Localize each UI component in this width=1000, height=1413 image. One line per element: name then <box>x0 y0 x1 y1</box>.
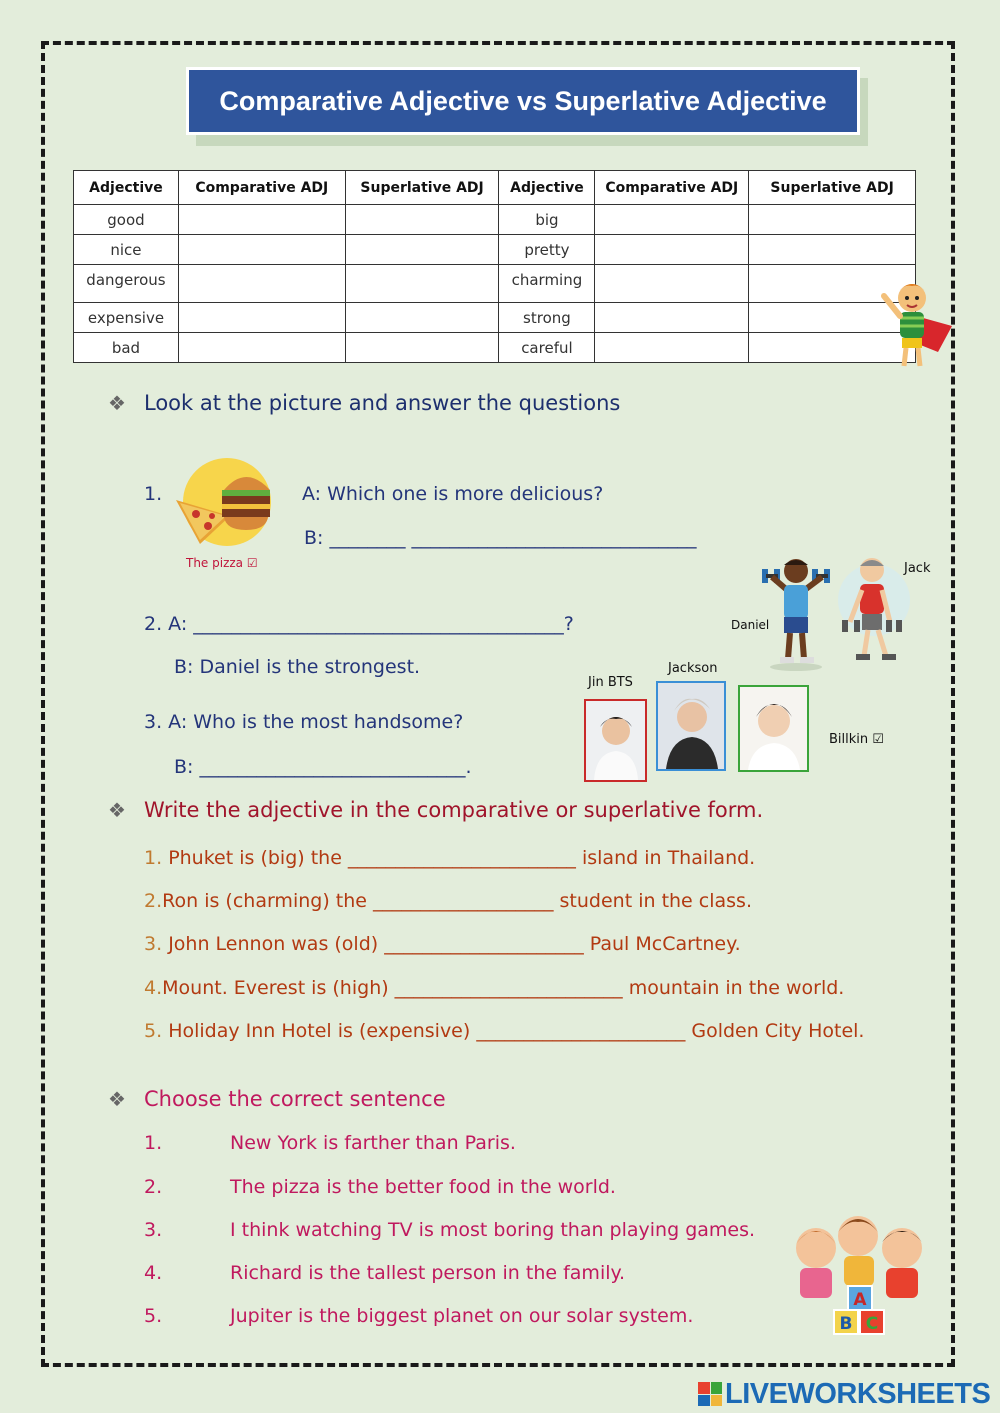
answer-cell[interactable] <box>595 205 749 235</box>
adjective-cell: charming <box>499 265 595 303</box>
section-heading-text: Write the adjective in the comparative or superlative form. <box>144 798 764 822</box>
answer-cell[interactable] <box>595 303 749 333</box>
table-row <box>74 205 916 235</box>
answer-cell[interactable] <box>178 265 345 303</box>
item-number: 4. <box>144 977 163 999</box>
answer-cell[interactable] <box>345 205 499 235</box>
table-header: Superlative ADJ <box>345 171 499 205</box>
item-number: 5. <box>144 1020 163 1042</box>
section-heading-choose <box>108 1087 446 1111</box>
person-icon <box>586 701 645 780</box>
jin-bts-photo <box>584 699 647 782</box>
logo-text: LIVEWORKSHEETS <box>725 1377 991 1410</box>
item-number: 5. <box>144 1305 163 1327</box>
question2-a-answer-line[interactable]: 2. A: _______________________________________? <box>144 613 574 635</box>
item-number: 3. <box>144 1219 163 1241</box>
answer-cell[interactable] <box>595 265 749 303</box>
answer-cell[interactable] <box>595 235 749 265</box>
adjective-cell: bad <box>74 333 179 363</box>
svg-text:C: C <box>865 1314 879 1334</box>
section-heading-text: Look at the picture and answer the questions <box>144 391 621 415</box>
table-header: Comparative ADJ <box>178 171 345 205</box>
jack-weightlifter-illustration <box>836 554 914 666</box>
billkin-photo <box>738 685 809 772</box>
answer-cell[interactable] <box>345 333 499 363</box>
question-number: 1. <box>144 483 163 505</box>
table-header: Superlative ADJ <box>749 171 916 205</box>
table-row <box>74 265 916 303</box>
answer-cell[interactable] <box>178 303 345 333</box>
jackson-label: Jackson <box>668 661 718 676</box>
adjective-cell: good <box>74 205 179 235</box>
answer-cell[interactable] <box>749 235 916 265</box>
exercise-item[interactable] <box>144 933 741 955</box>
item-number: 2. <box>144 890 163 912</box>
adjective-cell: nice <box>74 235 179 265</box>
exercise-item[interactable] <box>144 1020 864 1042</box>
kids-abc-blocks-illustration <box>786 1208 932 1340</box>
item-number: 4. <box>144 1262 163 1284</box>
svg-text:A: A <box>853 1290 867 1310</box>
item-text: Phuket is (big) the ________________________ island in Thailand. <box>168 847 756 869</box>
table-header: Adjective <box>74 171 179 205</box>
item-text: Mount. Everest is (high) ________________________ mountain in the world. <box>162 977 845 999</box>
question2-b: B: Daniel is the strongest. <box>174 656 421 678</box>
table-header: Comparative ADJ <box>595 171 749 205</box>
item-number: 1. <box>144 847 163 869</box>
choice-item[interactable] <box>144 1262 625 1284</box>
item-text: Holiday Inn Hotel is (expensive) ______________________ Golden City Hotel. <box>168 1020 865 1042</box>
adjective-cell: pretty <box>499 235 595 265</box>
table-row <box>74 303 916 333</box>
answer-cell[interactable] <box>178 333 345 363</box>
superhero-kid-illustration <box>876 274 956 370</box>
answer-cell[interactable] <box>178 235 345 265</box>
choice-item[interactable] <box>144 1176 616 1198</box>
choice-item[interactable] <box>144 1132 516 1154</box>
person-icon <box>740 687 807 770</box>
answer-cell[interactable] <box>178 205 345 235</box>
answer-cell[interactable] <box>595 333 749 363</box>
adjective-cell: strong <box>499 303 595 333</box>
diamond-bullet-icon: ❖ <box>108 1087 126 1111</box>
person-icon <box>658 683 724 769</box>
page-title: Comparative Adjective vs Superlative Adjective <box>186 67 860 135</box>
section-heading-write <box>108 798 763 822</box>
diamond-bullet-icon: ❖ <box>108 391 126 415</box>
item-text: I think watching TV is most boring than playing games. <box>230 1219 756 1241</box>
item-text: Richard is the tallest person in the family. <box>230 1262 626 1284</box>
adjective-cell: dangerous <box>74 265 179 303</box>
table-header-row <box>74 171 916 205</box>
liveworksheets-logo <box>698 1378 990 1410</box>
answer-cell[interactable] <box>345 303 499 333</box>
item-text: John Lennon was (old) _____________________ Paul McCartney. <box>168 933 741 955</box>
adjective-cell: big <box>499 205 595 235</box>
table-header: Adjective <box>499 171 595 205</box>
item-text: New York is farther than Paris. <box>230 1132 516 1154</box>
item-text: Jupiter is the biggest planet on our solar system. <box>230 1305 694 1327</box>
table-row <box>74 235 916 265</box>
jackson-photo <box>656 681 726 771</box>
liveworksheets-logo-icon <box>698 1382 722 1406</box>
answer-cell[interactable] <box>345 235 499 265</box>
daniel-weightlifter-illustration <box>758 555 830 673</box>
adjective-cell: expensive <box>74 303 179 333</box>
item-number: 3. <box>144 933 163 955</box>
pizza-caption: The pizza ☑ <box>186 556 258 570</box>
question1-a: A: Which one is more delicious? <box>302 483 604 505</box>
pizza-burger-icon <box>172 456 272 552</box>
daniel-label: Daniel <box>731 618 770 632</box>
table-row <box>74 333 916 363</box>
adjective-cell: careful <box>499 333 595 363</box>
section-heading-pictures <box>108 391 620 415</box>
exercise-item[interactable] <box>144 890 752 912</box>
exercise-item[interactable] <box>144 977 844 999</box>
item-text: The pizza is the better food in the world. <box>230 1176 616 1198</box>
question3-a: 3. A: Who is the most handsome? <box>144 711 464 733</box>
diamond-bullet-icon: ❖ <box>108 798 126 822</box>
item-text: Ron is (charming) the ___________________ student in the class. <box>162 890 752 912</box>
choice-item[interactable] <box>144 1305 693 1327</box>
jack-label: Jack <box>904 561 931 576</box>
question1-b-answer-line[interactable]: B: ________ ______________________________ <box>304 527 697 549</box>
billkin-label: Billkin ☑ <box>829 732 884 747</box>
item-number: 1. <box>144 1132 163 1154</box>
question3-b-answer-line[interactable]: B: ____________________________. <box>174 756 472 778</box>
answer-cell[interactable] <box>749 205 916 235</box>
section-heading-text: Choose the correct sentence <box>144 1087 446 1111</box>
svg-text:B: B <box>839 1314 853 1334</box>
choice-item[interactable] <box>144 1219 755 1241</box>
answer-cell[interactable] <box>345 265 499 303</box>
exercise-item[interactable] <box>144 847 755 869</box>
item-number: 2. <box>144 1176 163 1198</box>
adjective-table <box>73 170 916 363</box>
jin-bts-label: Jin BTS <box>588 675 633 690</box>
